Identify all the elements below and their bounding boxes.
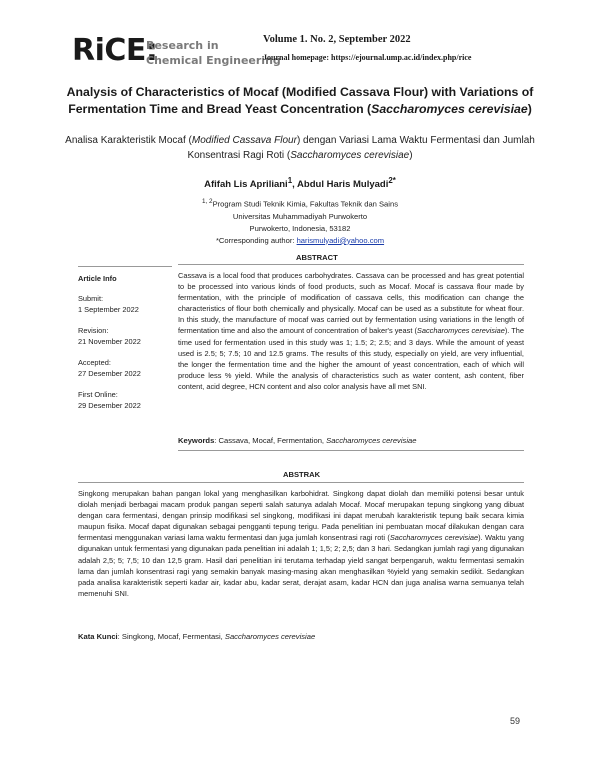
- submit-date: 1 September 2022: [78, 305, 139, 314]
- homepage-url[interactable]: : https://ejournal.ump.ac.id/index.php/rice: [326, 53, 472, 62]
- revision-block: [78, 325, 172, 347]
- submit-block: [78, 293, 172, 315]
- keywords-label: Keywords: [178, 436, 215, 445]
- title-species: Saccharomyces cerevisiae: [371, 102, 528, 116]
- title-main: Analysis of Characteristics of Mocaf (Modified Cassava Flour) with Variations of Fermentation Time and Bread Yeast Concentration (: [66, 85, 534, 116]
- abstrak-species: Saccharomyces cerevisiae: [389, 533, 479, 543]
- katakunci-text: : Singkong, Mocaf, Fermentasi,: [117, 632, 225, 641]
- paper-subtitle: [55, 133, 545, 163]
- abstrak-divider: [78, 482, 524, 483]
- corresponding-author: [170, 235, 430, 247]
- article-info-heading: Article Info: [78, 274, 117, 283]
- abstrak-text-a: Singkong merupakan bahan pangan lokal yang menghasilkan karbohidrat. Singkong dapat diolah dan memiliki potensi besar untuk diolah menjadi berbagai macam produk pangan seperti salah satunya adalah Mocaf. Mocaf merupakan tepung singkong yang dibuat dengan cara fermentasi, dengan prinsip modifikasi sel singkong, modifikasi ini dapat merubah karakteristik tepung baik secara kimia maupun fisika. Mocaf dapat digunakan sebagai pengganti tepung terigu. Pada penelitian ini pembuatan mocaf dilakukan dengan cara fermentasi menggunakan variasi lama waktu fermentasi dan juga jumlah konsentrasi ragi roti (: [78, 489, 524, 543]
- accepted-label: Accepted:: [78, 358, 111, 367]
- abstract-text: [178, 270, 524, 392]
- affiliation-program: Program Studi Teknik Kimia, Fakultas Teknik dan Sains: [212, 199, 398, 209]
- abstract-text-b: ). The time used for fermentation used in this study was 1; 1.5; 2; 2.5; and 3 days. While the amount of yeast used is 2.5; 5; 7.5; 10 and 12.5 grams. The results of this study, especially on yield, are very influential, the longer the fermentation time and the higher the amount of yeast concentration, each of which will produce less % yield. While the analysis of characteristics such as water content, ash content, fiber content, acid degree, HCN content and also color analysis have all met SNI.: [178, 326, 524, 391]
- abstrak-heading: ABSTRAK: [283, 470, 321, 479]
- abstrak-text: [78, 488, 524, 599]
- accepted-date: 27 Desember 2022: [78, 369, 141, 378]
- affiliation-line1: [170, 196, 430, 211]
- journal-logo: RiCE:: [72, 33, 158, 68]
- abstract-text-a: Cassava is a local food that produces carbohydrates. Cassava can be processed and has great potential to be processed into various kinds of food products, such as Mocaf. Mocaf is cassava flour made by fermentation, with the principle of modification of cassava cells, this modification can change the characteristics of flour both chemically and physically. Mocaf can be used as a substitute for wheat flour. In this study, the manufacture of mocaf was carried out by fermentation using variations in the length of fermentation time and also the amount of concentration of baker's yeast (: [178, 271, 524, 336]
- katakunci-label: Kata Kunci: [78, 632, 118, 641]
- keywords-species: Saccharomyces cerevisiae: [326, 436, 417, 445]
- abstract-divider: [178, 264, 524, 265]
- online-block: [78, 389, 172, 411]
- article-info: [78, 273, 172, 421]
- revision-label: Revision:: [78, 326, 109, 335]
- subtitle-italic1: Modified Cassava Flour: [191, 135, 297, 146]
- title-close: ): [527, 102, 532, 116]
- keywords-divider: [178, 450, 524, 451]
- author-separator: ,: [292, 179, 298, 191]
- kata-kunci: [78, 632, 524, 641]
- affiliation-sup: 1, 2: [202, 198, 213, 205]
- author-list: [180, 176, 420, 190]
- author-1: Afifah Lis Apriliani: [204, 179, 288, 191]
- revision-date: 21 November 2022: [78, 337, 141, 346]
- keywords: [178, 436, 524, 445]
- author-2: Abdul Haris Mulyadi: [297, 179, 389, 191]
- author-1-sup: 1: [287, 176, 293, 185]
- logo-sub-line1: Research in: [146, 39, 219, 52]
- subtitle-part1: Analisa Karakteristik Mocaf (: [65, 135, 192, 146]
- online-date: 29 Desember 2022: [78, 401, 141, 410]
- paper-title: [60, 84, 540, 118]
- journal-homepage: [263, 53, 471, 62]
- corresponding-label: *Corresponding author:: [215, 235, 297, 245]
- affiliation-line3: Purwokerto, Indonesia, 53182: [249, 223, 351, 233]
- abstrak-text-b: ). Waktu yang digunakan untuk fermentasi yang digunakan pada penelitian ini adalah 1; 1,5; 2; 2,5; dan 3 hari. Sedangkan jumlah ragi yang digunakan adalah 2,5; 5; 7,5; 10 dan 12,5 gram. Hasil dari penelitian ini terutama terhadap yield sangat berpengaruh, waktu fermentasi semakin lama dan jumlah konsentrasi ragi yang semakin banyak masing-masing akan menghasilkan %yield yang semakin sedikit. Sedangkan pada analisa karakteristik seperti kadar air, kadar abu, kadar serat, derajat asam, kadar HCN dan juga analisa warna semuanya telah memenuhi SNI.: [78, 533, 525, 598]
- keywords-text: : Cassava, Mocaf, Fermentation,: [214, 436, 327, 445]
- page-number: 59: [510, 716, 521, 726]
- article-info-divider: [78, 266, 172, 267]
- affiliation-line2: Universitas Muhammadiyah Purwokerto: [232, 211, 368, 221]
- homepage-label: Journal homepage: [263, 53, 327, 62]
- online-label: First Online:: [78, 390, 118, 399]
- abstract-species: Saccharomyces cerevisiae: [416, 326, 505, 336]
- abstract-heading: ABSTRACT: [296, 253, 338, 262]
- accepted-block: [78, 357, 172, 379]
- submit-label: Submit:: [78, 294, 104, 303]
- subtitle-italic2: Saccharomyces cerevisiae: [290, 150, 410, 161]
- subtitle-part2: ) dengan Variasi Lama Waktu Fermentasi dan Jumlah Konsentrasi Ragi Roti (: [187, 135, 535, 161]
- journal-volume: Volume 1. No. 2, September 2022: [263, 34, 411, 45]
- journal-logo-subtitle: [146, 38, 281, 68]
- corresponding-email-link[interactable]: harismulyadi@yahoo.com: [296, 235, 385, 245]
- katakunci-species: Saccharomyces cerevisiae: [224, 632, 316, 641]
- affiliation: [170, 196, 430, 247]
- logo-sub-line2: Chemical Engineering: [146, 54, 281, 67]
- subtitle-part3: ): [409, 150, 413, 161]
- author-2-sup: 2*: [388, 176, 396, 185]
